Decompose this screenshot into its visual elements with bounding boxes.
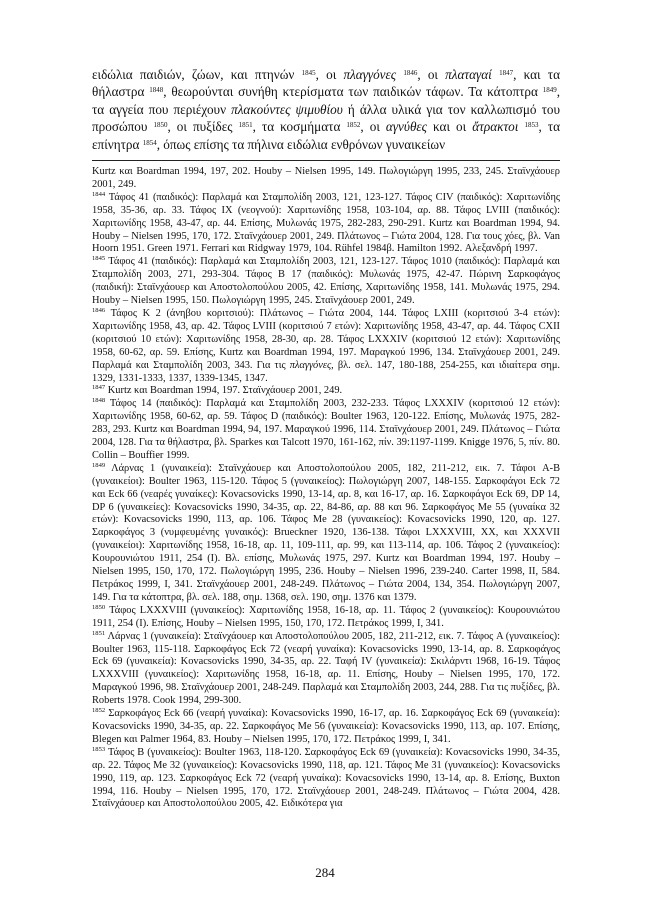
page-number: 284 [315, 865, 335, 880]
footnote-number: 1846 [92, 306, 106, 314]
main-paragraph [92, 66, 560, 153]
footnote-reference: 1849 [542, 86, 557, 95]
footnote-number: 1845 [92, 255, 106, 263]
text-run [492, 67, 499, 82]
text-run: ειδώλια παιδιών, ζώων, και πτηνών [92, 67, 302, 82]
text-run: , τα επίνητρα [92, 119, 561, 152]
text-run: και οι [426, 119, 473, 135]
text-run: Τάφος K 2 (άνηβου κοριτσιού): Πλάτωνος – Γιώτα 2004, 144. Τάφος LXIII (κοριτσιού 3-4 ετών): Χαριτωνίδης 1958, 43, αρ. 42. Τάφος LVIII (κοριτσιού 7 ετών): Χαριτωνίδης 1958, 43-47, αρ. 44. Τάφος CXII (κοριτσιού 10 ετών): Χαριτωνίδης 1958, 28-30, αρ. 28. Τάφος LXXXIV (κοριτσιού 12 ετών): Χαριτωνίδης 1958, 60-62, αρ. 59. Επίσης, Kurtz και Boardman 1994, 197. Μαραγκού 1996, 134. Σταϊνχάουερ 2001, 249. Παρλαμά και Σταμπολίδη 2003, 343. Για τις [92, 307, 560, 371]
footnote-number: 1847 [92, 384, 106, 392]
main-text-block [92, 66, 560, 153]
footnote-reference: 1848 [149, 86, 164, 95]
text-run: , βλ. σελ. 147, 180-188, 254-255, και ιδιαίτερα σημ. 1329, 1331-1333, 1337, 1339-1345, 1347. [92, 359, 560, 384]
footnote [92, 631, 560, 708]
italic-term: πλακούντες ψιμυθίου [231, 101, 343, 117]
text-run: , οι [417, 67, 446, 82]
footnote-reference: 1852 [346, 121, 361, 130]
footnote-number: 1849 [92, 461, 106, 469]
text-run: , όπως επίσης τα πήλινα ειδώλια ενθρόνων γυναικείων [156, 136, 446, 152]
italic-term: ἄτρακτοι [472, 119, 519, 135]
text-run: , τα αγγεία που περιέχουν [92, 84, 560, 117]
text-run: Σαρκοφάγος Eck 66 (νεαρή γυναίκα): Kovacsovicks 1990, 16-17, αρ. 16. Σαρκοφάγος Eck 69 (γυναικεία): Kovacsovicks 1990, 34-35, αρ. 22. Σαρκοφάγος Me 56 (γυναικεία): Kovacsovicks 1990, 113, αρ. 107. Επίσης, Blegen και Palmer 1964, 83. Houby – Nielsen 1995, 170, 172. Πετράκος 1999, Ι, 341. [92, 708, 560, 745]
text-run: Τάφος 14 (παιδικός): Παρλαμά και Σταμπολίδη 2003, 232-233. Τάφος LXXXIV (κοριτσιού 12 ετών): Χαριτωνίδης 1958, 60-62, αρ. 59. Τάφος D (παιδικός): Boulter 1963, 120-122. Επίσης, Μυλωνάς 1975, 282-283, 293. Kurtz και Boardman 1994, 94, 197. Μαραγκού 1996, 114. Σταϊνχάουερ 2001, 249. Πλάτωνος – Γιώτα 2004, 128. Για τα θήλαστρα, βλ. Sparkes και Talcott 1970, 161-162, πίν. 39:1197-1199. Knigge 1976, 5, πίν. 80. Collin – Bouffier 1999. [92, 398, 560, 461]
text-run: , και τα θήλαστρα [92, 67, 560, 100]
footnote [92, 463, 560, 605]
footnote [92, 708, 560, 747]
footnote-number: 1850 [92, 603, 106, 611]
footnote-number: 1853 [92, 745, 106, 753]
footnote [92, 385, 560, 398]
text-run: , θεωρούνται συνήθη κτερίσματα των παιδικών τάφων. Τα κάτοπτρα [163, 84, 543, 100]
footnote [92, 747, 560, 812]
text-run: Τάφος B (γυναικείος): Boulter 1963, 118-120. Σαρκοφάγος Eck 69 (γυναικεία): Kovacsovicks 1990, 34-35, αρ. 22. Τάφος Me 32 (γυναικείος): Kovacsovicks 1990, 118, αρ. 121. Τάφος Me 31 (γυναικείος): Kovacsovicks 1990, 119, αρ. 123. Σαρκοφάγος Eck 72 (νεαρή γυναίκα): Kovacsovicks 1990, 13-14, αρ. 8. Επίσης, Buxton 1994, 116. Houby – Nielsen 1995, 170, 172. Σταϊνχάουερ 2001, 248-249. Πλάτωνος – Γιώτα 2004, 428. Σταϊνχάουερ και Αποστολοπούλου 2005, 42. Ειδικότερα για [92, 746, 560, 810]
footnote [92, 398, 560, 463]
text-run: Τάφος 41 (παιδικός): Παρλαμά και Σταμπολίδη 2003, 121, 123-127. Τάφος 1010 (παιδικός): Παρλαμά και Σταμπολίδη 2003, 271, 293-304. Τάφος B 17 (παιδικός): Μυλωνάς 1975, 42-47. Πώρινη Σαρκοφάγος (παιδική): Σταϊνχάουερ και Αποστολοπούλου 2005, 42. Επίσης, Χαριτωνίδης 1958, 141. Μυλωνάς 1975, 294. Houby – Nielsen 1995, 150. Πωλογιώργη 1995, 245. Σταϊνχάουερ 2001, 249. [92, 256, 560, 307]
text-run: Λάρνας 1 (γυναικεία): Σταϊνχάουερ και Αποστολοπούλου 2005, 182, 211-212, εικ. 7. Τάφος A (γυναικείος): Boulter 1963, 115-118. Σαρκοφάγος Eck 72 (νεαρή γυναίκα): Kovacsovicks 1990, 13-14, αρ. 8. Σαρκοφάγος Eck 69 (γυναικεία): Kovacsovicks 1990, 34-35, αρ. 22. Ταφή IV (γυναικεία): Σκιλάρντι 1968, 16-19. Τάφος LXXXVIII (γυναικείος): Χαριτωνίδης 1958, 16-18, αρ. 11. Επίσης, Houby – Nielsen 1995, 170, 172. Μαραγκού 1996, 98. Σταϊνχάουερ 2001, 248-249. Παρλαμά και Σταμπολίδη 2003, 244, 288. Για τις πυξίδες, βλ. Roberts 1978. Cook 1994, 299-300. [92, 630, 560, 707]
text-run: Λάρνας 1 (γυναικεία): Σταϊνχάουερ και Αποστολοπούλου 2005, 182, 211-212, εικ. 7. Τάφοι A-B (γυναικείοι): Boulter 1963, 115-120. Τάφος 5 (γυναικείος): Πωλογιώργη 2007, 148-155. Σαρκοφάγοι Eck 72 και Eck 66 (νεαρές γυναίκες): Kovacsovicks 1990, 13-14, αρ. 8, και 16-17, αρ. 16. Σαρκοφάγοι Eck 69, DP 14, DP 6 (γυναικείες): Kovacsovicks 1990, 34-35, αρ. 22, 84-86, αρ. 88 και 96. Σαρκοφάγος Me 55 (γυναίκα 32 ετών): Kovacsovicks 1990, 113, αρ. 106. Τάφος Me 28 (γυναικείος): Kovacsovicks 1990, 120, αρ. 127. Σαρκοφάγος 3 (νυμφευμένης γυναικός): Brueckner 1920, 136-138. Τάφοι LXXXVIII, XX, και XXXVII (γυναικείοι): Χαριτωνίδης 1958, 16-18, αρ. 11, 109-111, αρ. 99, και 113-114, αρ. 106. Τάφος 2 (γυναικείος): Κουρουνιώτου 1911, 254 (Ι). Βλ. επίσης, Μυλωνάς 1975, 297. Kurtz και Boardman 1994, 197. Houby – Nielsen 1995, 150, 170, 172. Πωλογιώργη 1995, 236. Houby – Nielsen 1996, 239-240. Carter 1998, ΙΙ, 584. Πετράκος 1999, Ι, 341. Σταϊνχάουερ 2001, 248-249. Πλάτωνος – Γιώτα 2004, 134, 354. Πωλογιώργη 2007, 149. Για τα κάτοπτρα, βλ. σελ. 188, σημ. 1368, σελ. 190, σημ. 1376 και 1379. [92, 462, 560, 603]
footnote-number: 1844 [92, 190, 106, 198]
footnote [92, 256, 560, 308]
text-run: Kurtz και Boardman 1994, 197. Σταϊνχάουερ 2001, 249. [107, 385, 343, 397]
text-run: , τα κοσμήματα [252, 119, 347, 135]
footnote-reference: 1853 [524, 121, 539, 130]
footnote-reference: 1847 [499, 69, 514, 77]
footnote [92, 308, 560, 385]
footnote [92, 605, 560, 631]
footnote-reference: 1851 [238, 121, 253, 130]
text-run: , οι [360, 119, 386, 135]
italic-term: αγνύθες [385, 119, 427, 135]
footnote-number: 1848 [92, 397, 106, 405]
italic-term: πλαγγόνες [289, 359, 332, 371]
footnote-number: 1852 [92, 707, 106, 715]
footnote [92, 192, 560, 257]
footnote-number: 1851 [92, 629, 106, 637]
footnote-separator-rule [92, 160, 560, 161]
text-run: ή άλλα υλικά για τον καλλωπισμό του προσώπου [92, 101, 561, 135]
text-run: , οι πυξίδες [167, 119, 239, 135]
footnote [92, 166, 560, 192]
text-run: Τάφος LXXXVIII (γυναικείος): Χαριτωνίδης 1958, 16-18, αρ. 11. Τάφος 2 (γυναικείος): Κουρουνιώτου 1911, 254 (Ι). Επίσης, Houby – Nielsen 1995, 150, 170, 172. Πετράκος 1999, Ι, 341. [92, 604, 560, 629]
footnote-reference: 1846 [403, 69, 418, 77]
footnote-reference: 1850 [153, 121, 168, 130]
footnote-reference: 1854 [142, 138, 157, 147]
text-run: , οι [315, 67, 344, 82]
footnotes-block [92, 166, 560, 811]
footnote-reference: 1845 [301, 69, 316, 77]
text-run: Kurtz και Boardman 1994, 197, 202. Houby – Nielsen 1995, 149. Πωλογιώργη 1995, 233, 245. Σταϊνχάουερ 2001, 249. [92, 166, 560, 190]
text-run: Τάφος 41 (παιδικός): Παρλαμά και Σταμπολίδη 2003, 121, 123-127. Τάφος CIV (παιδικός): Χαριτωνίδης 1958, 35-36, αρ. 33. Τάφος IX (νεογνού): Χαριτωνίδης 1958, 103-104, αρ. 88. Τάφος LVIII (παιδικός): Χαριτωνίδης 1958, 43-47, αρ. 44. Επίσης, Μυλωνάς 1975, 282-283, 290-291. Kurtz και Boardman 1994, 94. Houby – Nielsen 1995, 170, 172. Σταϊνχάουερ 2001, 249. Πλάτωνος – Γιώτα 2004, 128. Για τους χόες, βλ. Van Hoorn 1951. Green 1971. Ferrari και Ridgway 1979, 104. Rühfel 1984β. Hamilton 1992. Αλεξανδρή 1997. [92, 191, 560, 255]
italic-term: πλαγγόνες [343, 67, 397, 82]
italic-term: πλαταγαί [445, 67, 492, 82]
